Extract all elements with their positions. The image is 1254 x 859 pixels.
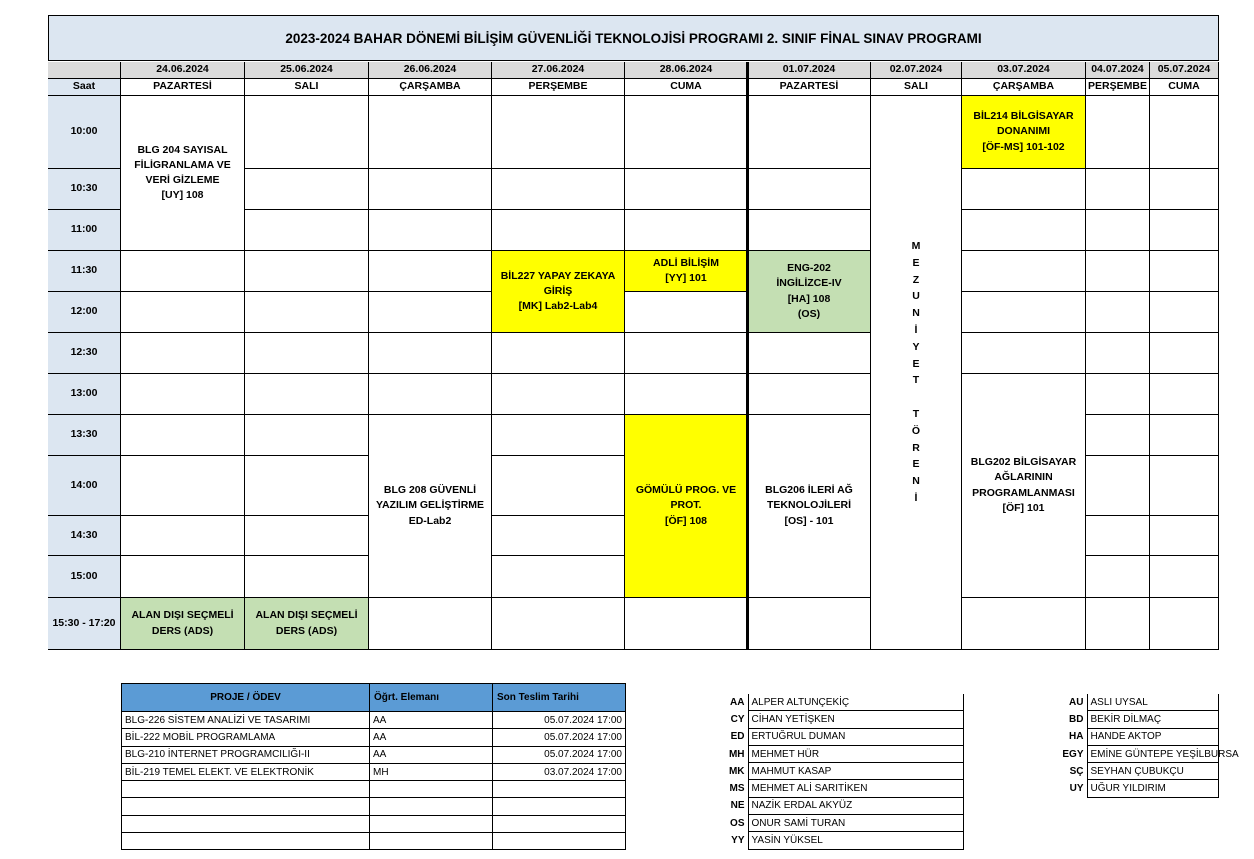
empty-slot <box>1086 251 1150 292</box>
empty-slot <box>369 251 492 292</box>
week-divider <box>746 62 749 650</box>
time-slot-label: 15:00 <box>48 556 121 598</box>
day-header: CUMA <box>1150 79 1219 96</box>
empty-slot <box>1150 374 1219 415</box>
empty-slot <box>245 333 369 374</box>
project-cell <box>122 833 370 850</box>
time-slot-label: 10:30 <box>48 169 121 210</box>
project-table <box>121 683 626 850</box>
date-header: 03.07.2024 <box>962 62 1086 79</box>
date-header: 01.07.2024 <box>748 62 871 79</box>
empty-slot <box>962 292 1086 333</box>
lecturer-row <box>713 797 963 814</box>
lecturer-name: BEKİR DİLMAÇ <box>1087 711 1218 728</box>
lecturer-name: ERTUĞRUL DUMAN <box>748 728 963 745</box>
time-slot-label: 11:30 <box>48 251 121 292</box>
empty-slot <box>245 210 369 251</box>
project-cell <box>122 798 370 815</box>
lecturer-legend <box>1044 694 1239 798</box>
date-header: 02.07.2024 <box>871 62 962 79</box>
empty-slot <box>748 96 871 169</box>
lecturer-name: MEHMET ALİ SARITİKEN <box>748 780 963 797</box>
date-header: 04.07.2024 <box>1086 62 1150 79</box>
project-cell <box>493 833 626 850</box>
project-cell: 05.07.2024 17:00 <box>493 746 626 763</box>
project-cell <box>493 781 626 798</box>
empty-slot <box>748 210 871 251</box>
empty-slot <box>1086 292 1150 333</box>
project-cell: AA <box>370 746 493 763</box>
empty-slot <box>748 169 871 210</box>
exam-cell: ALAN DIŞI SEÇMELİ DERS (ADS) <box>121 598 245 650</box>
empty-slot <box>1150 251 1219 292</box>
empty-slot <box>121 251 245 292</box>
empty-slot <box>492 333 625 374</box>
lecturer-code: BD <box>1069 713 1084 725</box>
empty-slot <box>1086 556 1150 598</box>
project-cell: AA <box>370 729 493 746</box>
lecturer-row <box>1044 763 1218 780</box>
project-row <box>122 729 626 746</box>
empty-slot <box>1086 516 1150 556</box>
exam-cell: ADLİ BİLİŞİM [YY] 101 <box>625 251 748 292</box>
empty-slot <box>369 374 492 415</box>
empty-slot <box>1150 516 1219 556</box>
empty-slot <box>962 598 1086 650</box>
lecturer-row <box>713 728 963 745</box>
empty-slot <box>369 292 492 333</box>
time-slot-label: 14:30 <box>48 516 121 556</box>
time-slot-label: 15:30 - 17:20 <box>48 598 121 650</box>
empty-slot <box>245 169 369 210</box>
project-cell <box>493 815 626 832</box>
empty-slot <box>748 374 871 415</box>
time-slot-label: 12:30 <box>48 333 121 374</box>
lecturer-name: ONUR SAMİ TURAN <box>748 815 963 832</box>
empty-slot <box>1086 96 1150 169</box>
project-cell <box>370 781 493 798</box>
empty-slot <box>492 516 625 556</box>
exam-cell: BİL214 BİLGİSAYAR DONANIMI [ÖF-MS] 101-102 <box>962 96 1086 169</box>
project-cell: BİL-222 MOBİL PROGRAMLAMA <box>122 729 370 746</box>
lecturer-code: SÇ <box>1069 765 1084 777</box>
empty-slot <box>625 333 748 374</box>
page-title: 2023-2024 BAHAR DÖNEMİ BİLİŞİM GÜVENLİĞİ TEKNOLOJİSİ PROGRAMI 2. SINIF FİNAL SINAV PROGRAMI <box>48 15 1219 61</box>
time-slot-label: 11:00 <box>48 210 121 251</box>
empty-slot <box>492 556 625 598</box>
lecturer-row <box>713 745 963 762</box>
lecturer-name: ALPER ALTUNÇEKİÇ <box>748 694 963 711</box>
empty-slot <box>121 292 245 333</box>
day-header: ÇARŞAMBA <box>369 79 492 96</box>
date-header: 24.06.2024 <box>121 62 245 79</box>
empty-slot <box>1086 333 1150 374</box>
saat-header: Saat <box>48 79 121 96</box>
lecturer-code: EGY <box>1062 748 1084 760</box>
lecturer-row <box>713 763 963 780</box>
project-cell: BİL-219 TEMEL ELEKT. VE ELEKTRONİK <box>122 763 370 780</box>
time-slot-label: 10:00 <box>48 96 121 169</box>
empty-slot <box>1150 96 1219 169</box>
empty-slot <box>962 169 1086 210</box>
exam-cell: GÖMÜLÜ PROG. VE PROT. [ÖF] 108 <box>625 415 748 598</box>
empty-slot <box>121 516 245 556</box>
lecturer-code: YY <box>731 835 745 847</box>
empty-slot <box>121 333 245 374</box>
lecturer-code: UY <box>1069 783 1084 795</box>
empty-slot <box>625 598 748 650</box>
lecturer-code: OS <box>730 817 745 829</box>
lecturer-name: YASİN YÜKSEL <box>748 832 963 849</box>
empty-slot <box>1086 169 1150 210</box>
lecturer-legend <box>713 694 964 850</box>
project-cell: AA <box>370 712 493 729</box>
lecturer-code: MK <box>728 765 745 777</box>
project-row <box>122 712 626 729</box>
lecturer-name: MAHMUT KASAP <box>748 763 963 780</box>
project-row <box>122 833 626 850</box>
exam-cell: BLG 208 GÜVENLİ YAZILIM GELİŞTİRME ED-Lab2 <box>369 415 492 598</box>
empty-slot <box>1086 415 1150 456</box>
empty-slot <box>245 516 369 556</box>
day-header: CUMA <box>625 79 748 96</box>
empty-slot <box>369 210 492 251</box>
empty-slot <box>625 96 748 169</box>
empty-slot <box>245 251 369 292</box>
empty-slot <box>245 292 369 333</box>
empty-slot <box>121 556 245 598</box>
lecturer-name: ASLI UYSAL <box>1087 694 1218 711</box>
day-header: PERŞEMBE <box>1086 79 1150 96</box>
exam-cell: ENG-202 İNGİLİZCE-IV [HA] 108 (OS) <box>748 251 871 333</box>
empty-slot <box>1150 210 1219 251</box>
empty-slot <box>369 598 492 650</box>
project-table-header: Son Teslim Tarihi <box>493 684 626 712</box>
lecturer-row <box>713 711 963 728</box>
empty-slot <box>1086 210 1150 251</box>
mezuniyet-toreni-cell: M E Z U N İ Y E T T Ö R E N İ <box>871 96 962 650</box>
lecturer-code: AU <box>1069 696 1084 708</box>
lecturer-code: AA <box>730 696 745 708</box>
time-slot-label: 13:30 <box>48 415 121 456</box>
lecturer-code: MH <box>728 748 745 760</box>
lecturer-code: HA <box>1069 731 1084 743</box>
exam-cell: BLG206 İLERİ AĞ TEKNOLOJİLERİ [OS] - 101 <box>748 415 871 598</box>
empty-slot <box>492 210 625 251</box>
lecturer-name: HANDE AKTOP <box>1087 728 1218 745</box>
empty-slot <box>962 333 1086 374</box>
empty-slot <box>1150 292 1219 333</box>
empty-slot <box>962 251 1086 292</box>
empty-slot <box>1086 456 1150 516</box>
project-cell: 05.07.2024 17:00 <box>493 712 626 729</box>
exam-cell: ALAN DIŞI SEÇMELİ DERS (ADS) <box>245 598 369 650</box>
empty-slot <box>121 456 245 516</box>
project-row <box>122 746 626 763</box>
project-cell <box>370 833 493 850</box>
empty-slot <box>625 210 748 251</box>
empty-slot <box>369 333 492 374</box>
project-cell <box>370 798 493 815</box>
project-cell: BLG-210 İNTERNET PROGRAMCILIĞI-II <box>122 746 370 763</box>
lecturer-name: EMİNE GÜNTEPE YEŞİLBURSA <box>1087 745 1218 762</box>
lecturer-row <box>1044 728 1218 745</box>
lecturer-row <box>1044 711 1218 728</box>
empty-slot <box>492 456 625 516</box>
lecturer-row <box>1044 694 1218 711</box>
lecturer-row <box>713 815 963 832</box>
empty-slot <box>1086 598 1150 650</box>
lecturer-code: CY <box>730 713 745 725</box>
empty-slot <box>492 96 625 169</box>
empty-slot <box>492 415 625 456</box>
day-header: PAZARTESİ <box>121 79 245 96</box>
time-slot-label: 12:00 <box>48 292 121 333</box>
empty-slot <box>121 415 245 456</box>
date-header: 28.06.2024 <box>625 62 748 79</box>
lecturer-row <box>713 694 963 711</box>
project-table-header: PROJE / ÖDEV <box>122 684 370 712</box>
lecturer-name: SEYHAN ÇUBUKÇU <box>1087 763 1218 780</box>
time-slot-label: 14:00 <box>48 456 121 516</box>
day-header: PAZARTESİ <box>748 79 871 96</box>
lecturer-code: NE <box>730 800 745 812</box>
project-row <box>122 798 626 815</box>
lecturer-name: NAZİK ERDAL AKYÜZ <box>748 797 963 814</box>
empty-slot <box>245 96 369 169</box>
lecturer-row <box>713 780 963 797</box>
empty-slot <box>1150 333 1219 374</box>
project-table-header: Öğrt. Elemanı <box>370 684 493 712</box>
day-header: ÇARŞAMBA <box>962 79 1086 96</box>
date-header: 26.06.2024 <box>369 62 492 79</box>
day-header: PERŞEMBE <box>492 79 625 96</box>
project-cell <box>122 781 370 798</box>
project-row <box>122 763 626 780</box>
date-header: 27.06.2024 <box>492 62 625 79</box>
exam-cell: BİL227 YAPAY ZEKAYA GİRİŞ [MK] Lab2-Lab4 <box>492 251 625 333</box>
lecturer-name: UĞUR YILDIRIM <box>1087 780 1218 797</box>
time-slot-label: 13:00 <box>48 374 121 415</box>
empty-slot <box>245 374 369 415</box>
project-cell <box>493 798 626 815</box>
empty-slot <box>1150 598 1219 650</box>
lecturer-name: MEHMET HÜR <box>748 745 963 762</box>
lecturer-code: MS <box>729 783 745 795</box>
empty-slot <box>245 556 369 598</box>
project-cell: 05.07.2024 17:00 <box>493 729 626 746</box>
empty-slot <box>245 415 369 456</box>
exam-cell: BLG202 BİLGİSAYAR AĞLARININ PROGRAMLANMASI [ÖF] 101 <box>962 374 1086 598</box>
project-row <box>122 815 626 832</box>
empty-slot <box>625 169 748 210</box>
project-row <box>122 781 626 798</box>
project-cell: 03.07.2024 17:00 <box>493 763 626 780</box>
project-cell <box>370 815 493 832</box>
empty-slot <box>1086 374 1150 415</box>
empty-slot <box>962 210 1086 251</box>
lecturer-code: ED <box>730 731 745 743</box>
empty-slot <box>245 456 369 516</box>
empty-slot <box>369 169 492 210</box>
lecturer-row <box>1044 745 1218 762</box>
lecturer-row <box>713 832 963 849</box>
empty-slot <box>1150 169 1219 210</box>
project-cell: BLG-226 SİSTEM ANALİZİ VE TASARIMI <box>122 712 370 729</box>
date-header: 05.07.2024 <box>1150 62 1219 79</box>
lecturer-name: CİHAN YETİŞKEN <box>748 711 963 728</box>
empty-slot <box>1150 415 1219 456</box>
empty-slot <box>625 374 748 415</box>
empty-slot <box>1150 556 1219 598</box>
empty-slot <box>625 292 748 333</box>
day-header: SALI <box>245 79 369 96</box>
empty-slot <box>492 374 625 415</box>
day-header: SALI <box>871 79 962 96</box>
empty-slot <box>1150 456 1219 516</box>
empty-slot <box>369 96 492 169</box>
empty-slot <box>492 598 625 650</box>
empty-slot <box>492 169 625 210</box>
corner-cell <box>48 62 121 79</box>
empty-slot <box>748 333 871 374</box>
date-header: 25.06.2024 <box>245 62 369 79</box>
exam-cell: BLG 204 SAYISAL FİLİGRANLAMA VE VERİ GİZLEME [UY] 108 <box>121 96 245 251</box>
lecturer-row <box>1044 780 1218 797</box>
project-cell: MH <box>370 763 493 780</box>
empty-slot <box>121 374 245 415</box>
empty-slot <box>748 598 871 650</box>
project-cell <box>122 815 370 832</box>
